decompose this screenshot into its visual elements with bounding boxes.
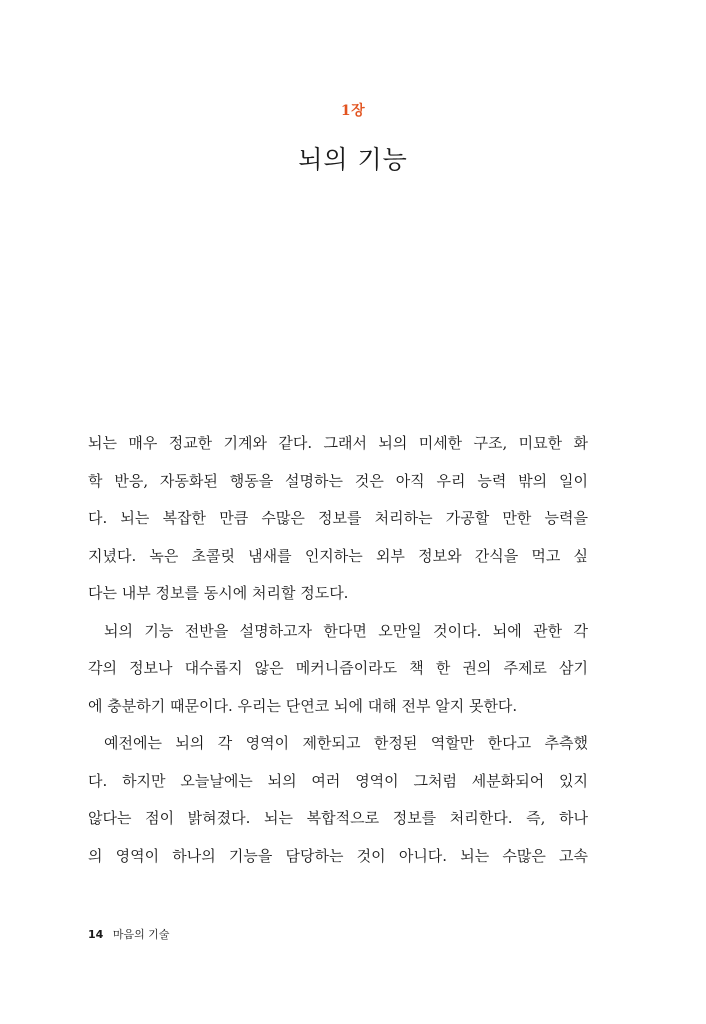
body-line: 의 영역이 하나의 기능을 담당하는 것이 아니다. 뇌는 수많은 고속 (88, 846, 588, 865)
body-line: 지녔다. 녹은 초콜릿 냄새를 인지하는 외부 정보와 간식을 먹고 싶 (88, 546, 588, 565)
body-line: 뇌의 기능 전반을 설명하고자 한다면 오만일 것이다. 뇌에 관한 각 (104, 621, 588, 640)
body-line: 않다는 점이 밝혀졌다. 뇌는 복합적으로 정보를 처리한다. 즉, 하나 (88, 809, 588, 827)
body-line: 다. 하지만 오늘날에는 뇌의 여러 영역이 그처럼 세분화되어 있지 (88, 771, 588, 790)
body-line: 다는 내부 정보를 동시에 처리할 정도다. (88, 584, 349, 602)
page-footer (88, 926, 169, 942)
body-text (88, 425, 588, 875)
body-line: 학 반응, 자동화된 행동을 설명하는 것은 아직 우리 능력 밖의 일이 (88, 471, 588, 490)
body-line: 각의 정보나 대수롭지 않은 메커니즘이라도 책 한 권의 주제로 삼기 (88, 659, 588, 677)
chapter-title: 뇌의 기능 (298, 145, 408, 174)
body-line: 뇌는 매우 정교한 기계와 같다. 그래서 뇌의 미세한 구조, 미묘한 화 (88, 434, 588, 452)
body-line: 예전에는 뇌의 각 영역이 제한되고 한정된 역할만 한다고 추측했 (104, 734, 588, 752)
book-title: 마음의 기술 (112, 928, 170, 941)
body-line: 다. 뇌는 복잡한 만큼 수많은 정보를 처리하는 가공할 만한 능력을 (88, 509, 588, 527)
body-line: 에 충분하기 때문이다. 우리는 단연코 뇌에 대해 전부 알지 못한다. (88, 696, 518, 715)
page-number: 14 (88, 928, 104, 941)
chapter-label: 1장 (340, 103, 366, 119)
